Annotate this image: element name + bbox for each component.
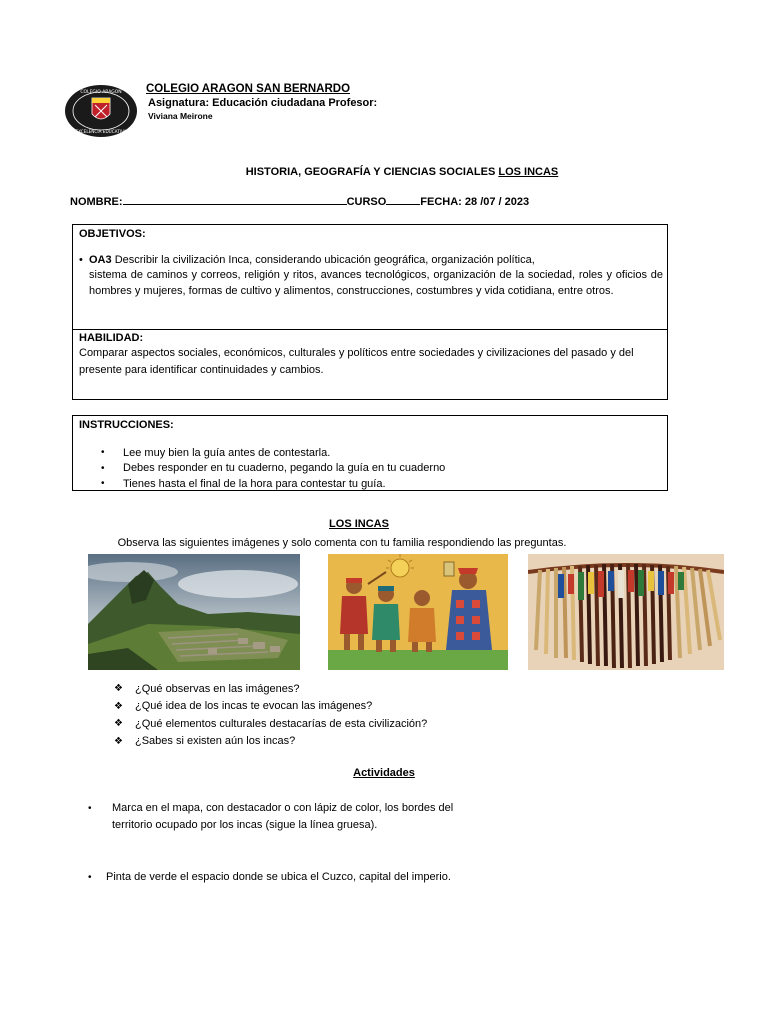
nombre-field[interactable] — [123, 195, 347, 205]
bullet-icon: • — [101, 447, 105, 459]
diamond-bullet-icon: ❖ — [114, 683, 123, 695]
student-info-line — [70, 195, 529, 208]
instructions-list — [101, 445, 445, 492]
bullet-icon: • — [88, 872, 92, 883]
list-item: ❖ ¿Qué idea de los incas te evocan las imágenes? — [114, 700, 373, 713]
questions-list — [114, 680, 427, 750]
list-item: ❖ ¿Qué observas en las imágenes? — [114, 682, 300, 695]
habilidad-label: HABILIDAD: — [79, 332, 144, 344]
section-title: LOS INCAS — [329, 518, 389, 530]
curso-label: CURSO — [346, 196, 387, 208]
inca-illustration-image — [328, 554, 508, 670]
list-item: • Tienes hasta el final de la hora para contestar tu guía. — [101, 477, 386, 490]
svg-text:COLEGIO ARAGON: COLEGIO ARAGON — [80, 90, 122, 95]
teacher-name: Viviana Meirone — [148, 111, 213, 121]
objectives-text — [79, 253, 663, 299]
activity-text: Marca en el mapa, con destacador o con lápiz de color, los bordes del territorio ocupado por los incas (sigue la línea gruesa). — [112, 802, 454, 831]
objectives-label: OBJETIVOS: — [79, 228, 146, 240]
activity-text: Pinta de verde el espacio donde se ubica el Cuzco, capital del imperio. — [106, 871, 451, 883]
fecha-value: 28 /07 / 2023 — [464, 196, 530, 208]
list-item: • Debes responder en tu cuaderno, pegando la guía en tu cuaderno — [101, 462, 446, 475]
habilidad-text: Comparar aspectos sociales, económicos, culturales y políticos entre sociedades y civilizaciones del pasado y del presente para identificar continuidades y cambios. — [79, 347, 634, 376]
box-divider — [73, 329, 667, 330]
list-item: ❖ ¿Sabes si existen aún los incas? — [114, 735, 296, 748]
bullet-icon: • — [101, 478, 105, 490]
school-name: COLEGIO ARAGON SAN BERNARDO — [146, 83, 351, 95]
nombre-label: NOMBRE: — [70, 196, 123, 208]
diamond-bullet-icon: ❖ — [114, 700, 123, 712]
instructions-label: INSTRUCCIONES: — [79, 419, 174, 431]
bullet-icon: • — [88, 803, 92, 814]
title-topic: LOS INCAS — [498, 166, 559, 178]
document-title — [0, 166, 768, 178]
diamond-bullet-icon: ❖ — [114, 735, 123, 747]
objective-code: OA3 — [89, 254, 112, 266]
list-item: ❖ ¿Qué elementos culturales destacarías de esta civilización? — [114, 717, 428, 730]
list-item: • Lee muy bien la guía antes de contestarla. — [101, 446, 331, 459]
svg-text:EXCELENCIA EDUCATIVA: EXCELENCIA EDUCATIVA — [75, 129, 127, 134]
objective-text-first: Describir la civilización Inca, considerando ubicación geográfica, organización política, — [114, 254, 535, 266]
objective-text-rest: sistema de caminos y correos, religión y ritos, avances tecnológicos, organización de la sociedad, roles y oficios de hombres y mujeres, formas de cultivo y alimentos, construcciones, costumbres y vida cotidiana, entre otros. — [89, 269, 663, 297]
instructions-box — [72, 415, 668, 491]
machu-picchu-image — [88, 554, 300, 670]
curso-field[interactable] — [386, 195, 420, 205]
section-intro: Observa las siguientes imágenes y solo comenta con tu familia respondiendo las preguntas. — [117, 537, 567, 549]
bullet-icon: • — [79, 254, 83, 266]
subject-line: Asignatura: Educación ciudadana Profesor: — [148, 97, 378, 109]
title-main: HISTORIA, GEOGRAFÍA Y CIENCIAS SOCIALES — [245, 166, 496, 178]
diamond-bullet-icon: ❖ — [114, 718, 123, 730]
school-logo — [64, 84, 138, 138]
activity-item — [88, 800, 472, 834]
activity-item — [88, 869, 466, 886]
objectives-box — [72, 224, 668, 400]
bullet-icon: • — [101, 462, 105, 474]
fecha-label: FECHA: — [420, 196, 462, 208]
quipu-image — [528, 554, 724, 670]
activities-title: Actividades — [353, 767, 415, 779]
